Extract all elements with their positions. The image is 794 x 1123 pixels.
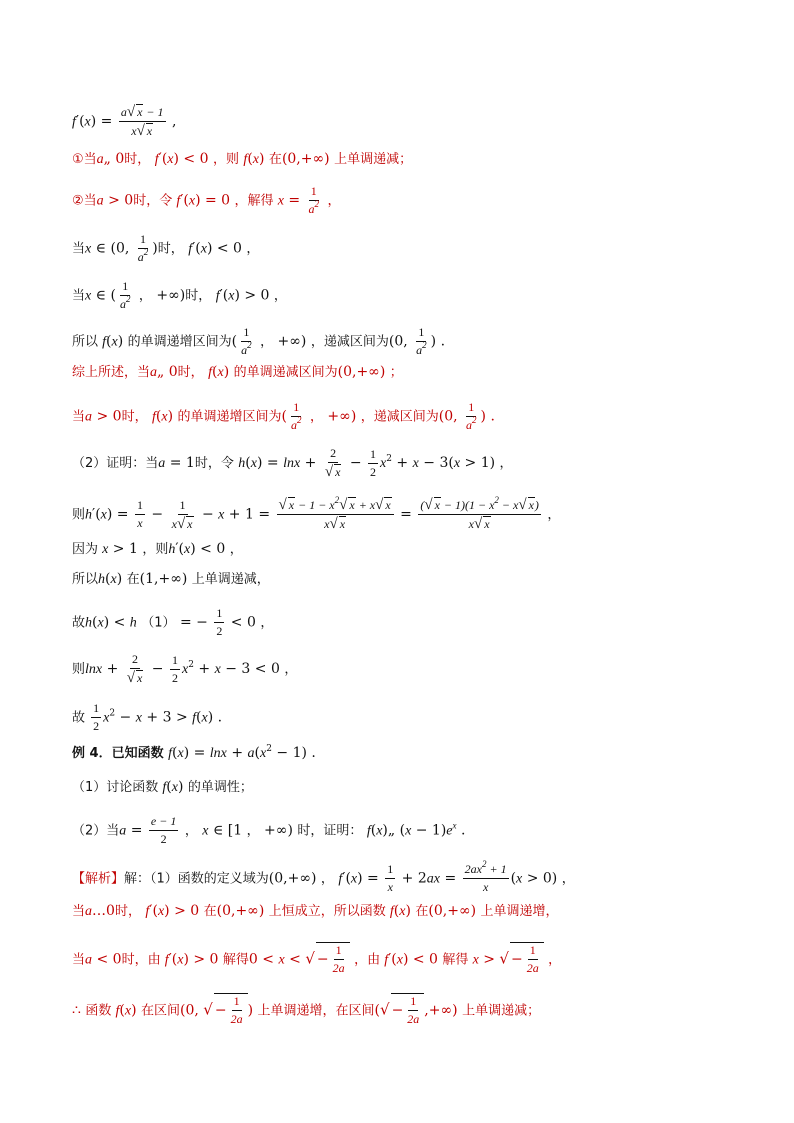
line-11: 因为 x > 1 ，则h′(x) < 0 ， [72, 541, 243, 557]
line-10: 则h′(x) = $\frac{1}{x}$ − $\frac{1}{x√ x}$ − x + 1 = $\frac{√ x - 1 - x^2√ x + x√ x}{x√ x}$ = $\frac{(√ x - 1)(1 - x^2 - x√ x)}{x√ x}$ ， [72, 495, 561, 532]
line-4: 当x ∈ (0, $\frac{1}{a^2}$ )时， f′(x) < 0 ， [72, 232, 260, 264]
line-12: 所以h(x) 在(1,+∞) 上单调递减， [72, 571, 270, 587]
line-5: 当x ∈ ( $\frac{1}{a^2}$ ， +∞)时， f′(x) > 0 ， [72, 279, 287, 311]
line-15: 故 $\frac{1}{2}$ $x^2 - x + 3 > f(x)$ . [72, 701, 223, 733]
line-20: 当a…0时， f′(x) > 0 在(0,+∞) 上恒成立，所以函数 f(x) 在(0,+∞) 上单调递增， [72, 903, 559, 919]
line-1: f′(x) = $\frac{a√ x - 1}{x√ x}$ , [72, 104, 177, 139]
line-3: ②当a > 0时，令 f′(x) = 0 ，解得 x = $\frac{1}{a^2}$ ， [72, 184, 341, 216]
line-22: ∴ 函数 f(x) 在区间(0, √ − $\frac{1}{2a}$ ) 上单调递增，在区间(√ − $\frac{1}{2a}$ ,+∞) 上单调递减； [72, 994, 541, 1026]
line-9: （2）证明：当a = 1时，令 h(x) = lnx + $\frac{2}{√ x}$ − $\frac{1}{2}$ $x^2 + x - 3(x > 1)$ ， [72, 446, 513, 480]
line-16: 例 4．已知函数 $f(x) = \ln x + a(x^2 - 1)$ . [72, 744, 316, 761]
line-8: 当a > 0时， f(x) 的单调递增区间为( $\frac{1}{a^2}$ ， +∞) ，递减区间为(0, $\frac{1}{a^2}$ ) . [72, 400, 495, 432]
line-17: （1）讨论函数 f(x) 的单调性； [72, 779, 253, 795]
line-14: 则lnx + $\frac{2}{√ x}$ − $\frac{1}{2}$ $x^2 + x - 3 < 0$ ， [72, 652, 298, 686]
line-2: ①当a„ 0时， f′(x) < 0 ，则 f(x) 在(0,+∞) 上单调递减； [72, 151, 413, 167]
line-7: 综上所述，当a„ 0时， f(x) 的单调递减区间为(0,+∞) ； [72, 364, 403, 380]
line-18: （2）当a = $\frac{e - 1}{2}$ ， x ∈ [1 ， +∞) 时，证明： f(x)„ $(x - 1)e^x$ . [72, 814, 466, 846]
line-19: 【解析】解：（1）函数的定义域为(0,+∞) ， f′(x) = $\frac{1}{x}$ + 2ax = $\frac{2ax^2 + 1}{x}$ (x > 0) ， [72, 859, 575, 894]
line-21: 当a < 0时，由 f′(x) > 0 解得0 < x < √ − $\frac{1}{2a}$ ，由 f′(x) < 0 解得 x > √ − $\frac{1}{2a}$ ， [72, 943, 562, 975]
line-13: 故h(x) < h （1） = − $\frac{1}{2}$ < 0 ， [72, 606, 274, 638]
line-6: 所以 f(x) 的单调递增区间为( $\frac{1}{a^2}$ ， +∞) ，递减区间为(0, $\frac{1}{a^2}$ ) . [72, 325, 446, 357]
